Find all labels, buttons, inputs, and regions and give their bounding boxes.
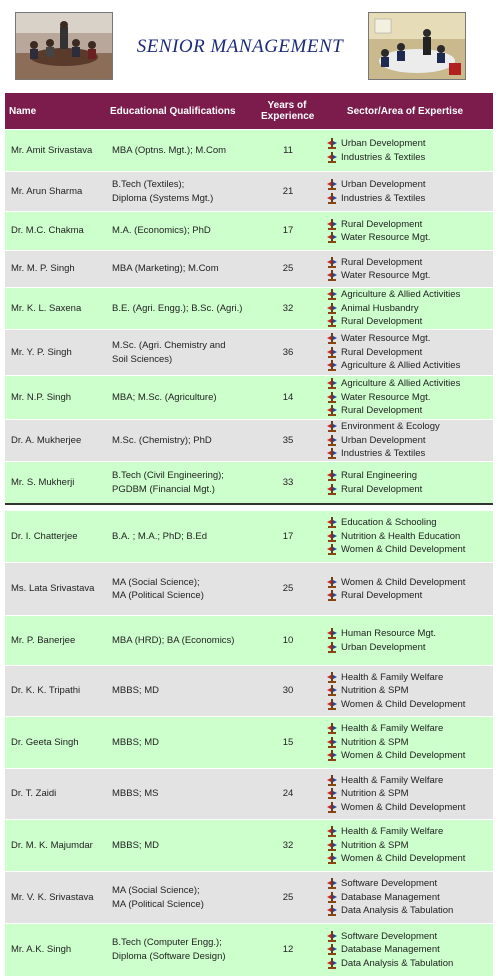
expertise-label: Human Resource Mgt.: [341, 628, 437, 639]
expertise-label: Data Analysis & Tabulation: [341, 957, 454, 969]
bullet-icon: [327, 628, 337, 639]
cell-qualifications: [106, 666, 257, 717]
cell-expertise: [317, 666, 493, 717]
bullet-icon: [327, 853, 337, 864]
expertise-label: Software Development: [341, 930, 438, 942]
expertise-item: [327, 469, 489, 483]
cell-years: 25: [257, 251, 317, 288]
table-row: [5, 376, 493, 420]
table-row: [5, 212, 493, 251]
table-header-row: [5, 93, 493, 130]
table-row: [5, 717, 493, 769]
qualification-line: MBBS; MD: [112, 736, 159, 748]
cell-years: 15: [257, 717, 317, 769]
bullet-icon: [327, 347, 337, 358]
qualification-line: MA (Political Science): [112, 590, 204, 601]
bullet-icon: [327, 775, 337, 786]
bullet-icon: [327, 802, 337, 813]
expertise-label: Urban Development: [341, 641, 426, 653]
bullet-icon: [327, 138, 337, 149]
meeting-photo-left: [15, 12, 113, 80]
cell-years: 11: [257, 130, 317, 172]
table-body: [5, 130, 493, 976]
group-divider: [5, 503, 493, 505]
cell-qualifications: [106, 212, 257, 251]
cell-qualifications: [106, 820, 257, 872]
expertise-label: Agriculture & Allied Activities: [341, 360, 461, 372]
table-row: [5, 666, 493, 717]
cell-expertise: [317, 616, 493, 666]
cell-expertise: [317, 563, 493, 616]
cell-qualifications: [106, 376, 257, 420]
bullet-icon: [327, 405, 337, 416]
bullet-icon: [327, 544, 337, 555]
expertise-label: Health & Family Welfare: [341, 671, 444, 683]
expertise-label: Rural Development: [341, 256, 423, 268]
table-row: [5, 924, 493, 976]
expertise-item: [327, 671, 489, 685]
bullet-icon: [327, 333, 337, 344]
expertise-label: Rural Development: [341, 346, 423, 358]
expertise-item: [327, 420, 489, 434]
bullet-icon: [327, 750, 337, 761]
cell-name: Dr. M.C. Chakma: [5, 212, 106, 251]
expertise-item: [327, 346, 489, 360]
expertise-label: Rural Engineering: [341, 470, 418, 481]
bullet-icon: [327, 685, 337, 696]
bullet-icon: [327, 421, 337, 432]
bullet-icon: [327, 958, 337, 969]
cell-expertise: [317, 820, 493, 872]
expertise-item: [327, 404, 489, 418]
cell-qualifications: [106, 717, 257, 769]
bullet-icon: [327, 723, 337, 734]
cell-name: Dr. T. Zaidi: [5, 769, 106, 820]
expertise-item: [327, 377, 489, 391]
cell-expertise: [317, 769, 493, 820]
cell-expertise: [317, 420, 493, 462]
cell-qualifications: [106, 462, 257, 504]
expertise-item: [327, 178, 489, 192]
table-row: [5, 330, 493, 376]
bullet-icon: [327, 303, 337, 314]
cell-expertise: [317, 172, 493, 212]
cell-qualifications: [106, 563, 257, 616]
bullet-icon: [327, 577, 337, 588]
expertise-label: Water Resource Mgt.: [341, 333, 431, 345]
bullet-icon: [327, 435, 337, 446]
bullet-icon: [327, 878, 337, 889]
expertise-item: [327, 904, 489, 918]
expertise-item: [327, 877, 489, 891]
expertise-item: [327, 483, 489, 497]
expertise-item: [327, 722, 489, 736]
expertise-label: Nutrition & SPM: [341, 839, 409, 851]
expertise-label: Rural Development: [341, 405, 423, 417]
header-expertise: Sector/Area of Expertise: [317, 93, 493, 130]
expertise-item: [327, 930, 489, 944]
cell-expertise: [317, 462, 493, 504]
expertise-item: [327, 269, 489, 283]
expertise-label: Agriculture & Allied Activities: [341, 378, 461, 390]
expertise-label: Rural Development: [341, 483, 423, 495]
expertise-item: [327, 576, 489, 590]
bullet-icon: [327, 152, 337, 163]
qualification-line: M.Sc. (Chemistry); PhD: [112, 434, 212, 446]
expertise-item: [327, 957, 489, 971]
cell-qualifications: [106, 420, 257, 462]
qualification-line: MBA (Marketing); M.Com: [112, 263, 219, 275]
bullet-icon: [327, 788, 337, 799]
qualification-line: B.Tech (Computer Engg.);: [112, 937, 222, 949]
expertise-item: [327, 192, 489, 206]
expertise-item: [327, 288, 489, 302]
expertise-label: Data Analysis & Tabulation: [341, 905, 454, 917]
expertise-label: Software Development: [341, 878, 438, 890]
table-row: [5, 769, 493, 820]
expertise-item: [327, 943, 489, 957]
expertise-item: [327, 447, 489, 461]
qualification-line: Diploma (Systems Mgt.): [112, 192, 214, 204]
cell-years: 24: [257, 769, 317, 820]
meeting-photo-right: [368, 12, 466, 80]
cell-years: 21: [257, 172, 317, 212]
page-header: [0, 0, 498, 90]
expertise-label: Nutrition & SPM: [341, 788, 409, 800]
expertise-label: Urban Development: [341, 179, 426, 190]
qualification-line: PGDBM (Financial Mgt.): [112, 483, 215, 495]
bullet-icon: [327, 448, 337, 459]
bullet-icon: [327, 470, 337, 481]
expertise-label: Women & Child Development: [341, 544, 466, 556]
bullet-icon: [327, 672, 337, 683]
qualification-line: MBA (Optns. Mgt.); M.Com: [112, 144, 227, 156]
bullet-icon: [327, 193, 337, 204]
bullet-icon: [327, 699, 337, 710]
expertise-item: [327, 852, 489, 866]
bullet-icon: [327, 484, 337, 495]
expertise-label: Water Resource Mgt.: [341, 232, 431, 243]
header-name: Name: [5, 93, 106, 130]
expertise-item: [327, 543, 489, 557]
cell-name: Dr. A. Mukherjee: [5, 420, 106, 462]
bullet-icon: [327, 179, 337, 190]
cell-expertise: [317, 924, 493, 976]
expertise-label: Agriculture & Allied Activities: [341, 289, 461, 301]
qualification-line: MBA (HRD); BA (Economics): [112, 634, 235, 646]
expertise-label: Water Resource Mgt.: [341, 391, 431, 403]
qualification-line: MBBS; MD: [112, 685, 159, 697]
bullet-icon: [327, 517, 337, 528]
expertise-item: [327, 801, 489, 815]
expertise-label: Education & Schooling: [341, 517, 437, 529]
cell-expertise: [317, 288, 493, 330]
cell-expertise: [317, 251, 493, 288]
cell-name: Dr. Geeta Singh: [5, 717, 106, 769]
expertise-item: [327, 787, 489, 801]
cell-years: 12: [257, 924, 317, 976]
cell-years: 17: [257, 511, 317, 563]
expertise-item: [327, 391, 489, 405]
expertise-item: [327, 736, 489, 750]
expertise-label: Rural Development: [341, 218, 423, 230]
qualification-line: M.A. (Economics); PhD: [112, 225, 211, 237]
cell-name: Mr. K. L. Saxena: [5, 288, 106, 330]
expertise-item: [327, 231, 489, 245]
page-title: SENIOR MANAGEMENT: [136, 36, 344, 57]
cell-name: Ms. Lata Srivastava: [5, 563, 106, 616]
expertise-label: Rural Development: [341, 590, 423, 601]
expertise-label: Health & Family Welfare: [341, 723, 444, 735]
expertise-label: Women & Child Development: [341, 750, 466, 762]
expertise-label: Industries & Textiles: [341, 192, 426, 204]
cell-expertise: [317, 872, 493, 924]
expertise-label: Women & Child Development: [341, 576, 466, 588]
expertise-item: [327, 684, 489, 698]
expertise-item: [327, 516, 489, 530]
header-years: Years of Experience: [257, 93, 317, 130]
cell-name: Mr. A.K. Singh: [5, 924, 106, 976]
qualification-line: M.Sc. (Agri. Chemistry and: [112, 340, 226, 351]
table-row: [5, 872, 493, 924]
expertise-item: [327, 641, 489, 655]
expertise-label: Database Management: [341, 944, 440, 955]
senior-management-table: [5, 93, 493, 976]
cell-qualifications: [106, 769, 257, 820]
bullet-icon: [327, 531, 337, 542]
cell-years: 25: [257, 872, 317, 924]
bullet-icon: [327, 219, 337, 230]
qualification-line: MBA; M.Sc. (Agriculture): [112, 391, 217, 403]
bullet-icon: [327, 905, 337, 916]
expertise-item: [327, 302, 489, 316]
cell-years: 33: [257, 462, 317, 504]
cell-years: 35: [257, 420, 317, 462]
expertise-item: [327, 151, 489, 165]
qualification-line: MBBS; MS: [112, 788, 159, 800]
cell-expertise: [317, 130, 493, 172]
cell-name: Mr. M. P. Singh: [5, 251, 106, 288]
expertise-label: Nutrition & SPM: [341, 685, 409, 697]
bullet-icon: [327, 892, 337, 903]
bullet-icon: [327, 737, 337, 748]
bullet-icon: [327, 840, 337, 851]
expertise-item: [327, 749, 489, 763]
cell-name: Mr. V. K. Srivastava: [5, 872, 106, 924]
expertise-label: Database Management: [341, 891, 440, 903]
expertise-item: [327, 137, 489, 151]
bullet-icon: [327, 392, 337, 403]
cell-expertise: [317, 330, 493, 376]
cell-qualifications: [106, 330, 257, 376]
cell-name: Mr. Arun Sharma: [5, 172, 106, 212]
expertise-item: [327, 530, 489, 544]
table-row: [5, 820, 493, 872]
qualification-line: MA (Social Science);: [112, 576, 200, 588]
table-row: [5, 462, 493, 504]
cell-expertise: [317, 717, 493, 769]
cell-qualifications: [106, 616, 257, 666]
qualification-line: Diploma (Software Design): [112, 950, 226, 962]
expertise-item: [327, 256, 489, 270]
expertise-label: Nutrition & Health Education: [341, 530, 461, 542]
expertise-label: Women & Child Development: [341, 801, 466, 813]
cell-qualifications: [106, 130, 257, 172]
cell-qualifications: [106, 251, 257, 288]
bullet-icon: [327, 944, 337, 955]
expertise-item: [327, 434, 489, 448]
expertise-label: Industries & Textiles: [341, 448, 426, 460]
qualification-line: MA (Political Science): [112, 898, 204, 910]
expertise-item: [327, 891, 489, 905]
qualification-line: B.Tech (Textiles);: [112, 179, 185, 190]
table-row: [5, 563, 493, 616]
cell-qualifications: [106, 172, 257, 212]
cell-name: Dr. M. K. Majumdar: [5, 820, 106, 872]
expertise-label: Health & Family Welfare: [341, 826, 444, 838]
expertise-label: Water Resource Mgt.: [341, 270, 431, 281]
cell-expertise: [317, 511, 493, 563]
expertise-label: Urban Development: [341, 434, 426, 446]
table-row: [5, 616, 493, 666]
cell-years: 36: [257, 330, 317, 376]
expertise-label: Women & Child Development: [341, 698, 466, 710]
cell-qualifications: [106, 924, 257, 976]
cell-years: 14: [257, 376, 317, 420]
qualification-line: B.E. (Agri. Engg.); B.Sc. (Agri.): [112, 302, 243, 314]
expertise-label: Women & Child Development: [341, 853, 466, 865]
table-row: [5, 251, 493, 288]
qualification-line: MBBS; MD: [112, 839, 159, 851]
expertise-label: Animal Husbandry: [341, 302, 419, 314]
bullet-icon: [327, 232, 337, 243]
table-row: [5, 511, 493, 563]
expertise-item: [327, 589, 489, 603]
cell-years: 17: [257, 212, 317, 251]
bullet-icon: [327, 316, 337, 327]
cell-name: Dr. I. Chatterjee: [5, 511, 106, 563]
bullet-icon: [327, 360, 337, 371]
expertise-label: Urban Development: [341, 138, 426, 149]
bullet-icon: [327, 931, 337, 942]
cell-qualifications: [106, 511, 257, 563]
qualification-line: Soil Sciences): [112, 353, 173, 365]
cell-name: Mr. Amit Srivastava: [5, 130, 106, 172]
qualification-line: MA (Social Science);: [112, 885, 200, 896]
expertise-label: Health & Family Welfare: [341, 774, 444, 786]
cell-expertise: [317, 376, 493, 420]
bullet-icon: [327, 826, 337, 837]
table-row: [5, 130, 493, 172]
expertise-item: [327, 359, 489, 373]
cell-qualifications: [106, 872, 257, 924]
header-qualifications: Educational Qualifications: [106, 93, 257, 130]
expertise-item: [327, 218, 489, 232]
cell-expertise: [317, 212, 493, 251]
bullet-icon: [327, 257, 337, 268]
expertise-label: Nutrition & SPM: [341, 736, 409, 748]
expertise-item: [327, 698, 489, 712]
cell-years: 32: [257, 820, 317, 872]
qualification-line: B.Tech (Civil Engineering);: [112, 470, 224, 481]
expertise-label: Rural Development: [341, 316, 423, 328]
cell-name: Mr. Y. P. Singh: [5, 330, 106, 376]
cell-qualifications: [106, 288, 257, 330]
bullet-icon: [327, 378, 337, 389]
bullet-icon: [327, 289, 337, 300]
cell-name: Mr. N.P. Singh: [5, 376, 106, 420]
bullet-icon: [327, 590, 337, 601]
expertise-item: [327, 839, 489, 853]
cell-years: 30: [257, 666, 317, 717]
expertise-item: [327, 332, 489, 346]
cell-years: 10: [257, 616, 317, 666]
expertise-label: Industries & Textiles: [341, 151, 426, 163]
expertise-item: [327, 627, 489, 641]
table-row: [5, 288, 493, 330]
expertise-item: [327, 774, 489, 788]
cell-years: 25: [257, 563, 317, 616]
cell-years: 32: [257, 288, 317, 330]
bullet-icon: [327, 642, 337, 653]
bullet-icon: [327, 270, 337, 281]
table-row: [5, 172, 493, 212]
expertise-label: Environment & Ecology: [341, 421, 440, 433]
qualification-line: B.A. ; M.A.; PhD; B.Ed: [112, 530, 208, 542]
expertise-item: [327, 825, 489, 839]
cell-name: Dr. K. K. Tripathi: [5, 666, 106, 717]
expertise-item: [327, 315, 489, 329]
cell-name: Mr. P. Banerjee: [5, 616, 106, 666]
table-row: [5, 420, 493, 462]
cell-name: Mr. S. Mukherji: [5, 462, 106, 504]
